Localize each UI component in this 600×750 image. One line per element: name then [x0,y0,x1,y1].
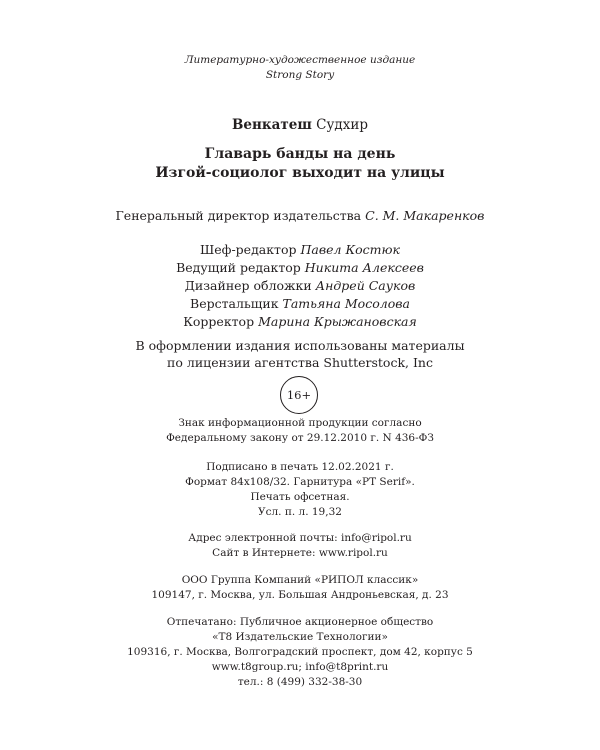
author-last-name: Судхир [316,117,368,133]
credit-proofreader: Корректор Марина Крыжановская [183,314,417,329]
book-subtitle: Изгой-социолог выходит на улицы [155,165,445,181]
info-sign-line-1: Знак информационной продукции согласно [178,417,422,429]
print-type: Печать офсетная. [250,491,350,503]
license-line-1: В оформлении издания использованы материалы [135,338,465,353]
license-line-2: по лицензии агентства Shutterstock, Inc [167,355,433,370]
book-title: Главарь банды на день [204,146,396,162]
publisher-address: 109147, г. Москва, ул. Большая Андроньевская, д. 23 [151,589,449,601]
print-format: Формат 84х108/32. Гарнитура «PT Serif». [185,476,415,488]
printer-line-2: «Т8 Издательские Технологии» [212,631,388,643]
credit-cover-designer: Дизайнер обложки Андрей Сауков [184,278,416,293]
print-sheets: Усл. п. л. 19,32 [258,506,342,518]
printer-line-1: Отпечатано: Публичное акционерное общество [166,616,434,628]
credit-layout: Верстальщик Татьяна Мосолова [190,296,410,311]
series-name: Strong Story [265,69,335,81]
credit-lead-editor: Ведущий редактор Никита Алексеев [176,260,424,275]
publisher-name: ООО Группа Компаний «РИПОЛ классик» [181,574,419,586]
author-name [0,119,600,133]
contact-email: Адрес электронной почты: info@ripol.ru [188,532,412,544]
author-first-name: Венкатеш [232,117,312,133]
printer-web: www.t8group.ru; info@t8print.ru [211,661,389,673]
general-director: Генеральный директор издательства С. М. Макаренков [115,208,485,223]
printer-phone: тел.: 8 (499) 332-38-30 [237,676,363,688]
series-line: Литературно-художественное издание [184,54,416,66]
age-rating-badge: 16+ [280,376,318,414]
printer-address: 109316, г. Москва, Волгоградский проспект, дом 42, корпус 5 [127,646,473,658]
print-date: Подписано в печать 12.02.2021 г. [206,461,394,473]
info-sign-line-2: Федеральному закону от 29.12.2010 г. N 436-ФЗ [166,432,434,444]
credit-chief-editor: Шеф-редактор Павел Костюк [200,242,400,257]
contact-website: Сайт в Интернете: www.ripol.ru [212,547,388,559]
